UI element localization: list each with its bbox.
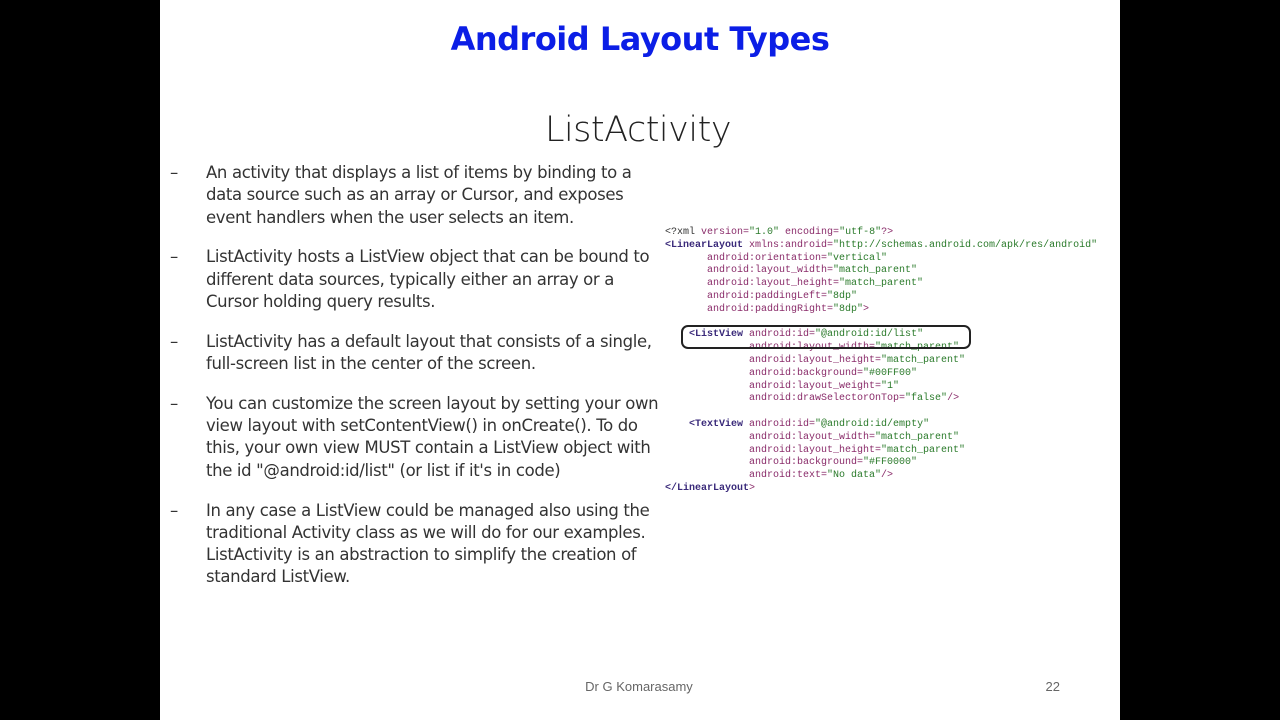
bullet-dash: – <box>170 393 178 413</box>
code-line: android:orientation="vertical" <box>665 252 888 264</box>
code-line <box>665 406 1097 419</box>
code-line: <TextView android:id="@android:id/empty" <box>689 418 930 430</box>
bullet-dash: – <box>170 163 178 182</box>
bullet-dash: – <box>170 331 178 351</box>
code-line: </LinearLayout> <box>665 482 756 494</box>
slide-title: Android Layout Types <box>450 20 830 58</box>
xml-code-block <box>665 227 1097 496</box>
bullet-text: An activity that displays a list of items by binding to a data source such as an array or Cursor, and exposes event handlers when the user selects an item. <box>206 163 632 227</box>
page-number: 22 <box>1045 679 1060 694</box>
code-line: <?xml version="1.0" encoding="utf-8"?> <box>665 227 894 238</box>
bullet-list <box>170 162 660 606</box>
bullet-item <box>170 331 660 376</box>
bullet-text: ListActivity hosts a ListView object that can be bound to different data sources, typically either an array or a Cursor holding query results. <box>206 247 650 311</box>
code-line: android:layout_height="match_parent" <box>665 444 966 456</box>
bullet-text: ListActivity has a default layout that consists of a single, full-screen list in the center of the screen. <box>206 331 652 374</box>
code-line: android:layout_width="match_parent" <box>665 342 960 354</box>
code-line: android:layout_height="match_parent" <box>665 354 966 366</box>
code-line: android:layout_width="match_parent" <box>665 265 918 277</box>
code-line: android:layout_height="match_parent" <box>665 278 924 290</box>
code-line: android:background="#FF0000" <box>665 457 918 469</box>
code-line: android:paddingLeft="8dp" <box>665 290 858 302</box>
code-line: android:background="#00FF00" <box>665 367 918 379</box>
footer-author: Dr G Komarasamy <box>585 679 693 694</box>
code-line: android:layout_width="match_parent" <box>665 431 960 443</box>
bullet-item <box>170 246 660 313</box>
bullet-item <box>170 162 660 229</box>
bullet-dash: – <box>170 247 178 267</box>
code-line: android:text="No data"/> <box>665 470 894 482</box>
code-line: <LinearLayout xmlns:android="http://schemas.android.com/apk/res/android" <box>665 239 1098 251</box>
slide-subtitle: ListActivity <box>544 110 732 150</box>
code-line: <ListView android:id="@android:id/list" <box>689 329 924 341</box>
code-line: android:drawSelectorOnTop="false"/> <box>665 393 960 405</box>
listview-highlight-box <box>681 325 971 349</box>
bullet-item <box>170 393 660 482</box>
code-line: android:layout_weight="1" <box>665 380 900 392</box>
bullet-dash: – <box>170 500 178 520</box>
bullet-item <box>170 500 660 589</box>
slide <box>160 0 1120 720</box>
code-line: android:paddingRight="8dp"> <box>665 303 870 315</box>
bullet-text: You can customize the screen layout by setting your own view layout with setContentView() in onCreate(). To do this, your own view MUST contain a ListView object with the id "@android:id/list" (or list if it's in code) <box>206 393 659 480</box>
bullet-text: In any case a ListView could be managed also using the traditional Activity class as we will do for our examples. ListActivity is an abstraction to simplify the creation of standard ListView. <box>206 500 650 587</box>
